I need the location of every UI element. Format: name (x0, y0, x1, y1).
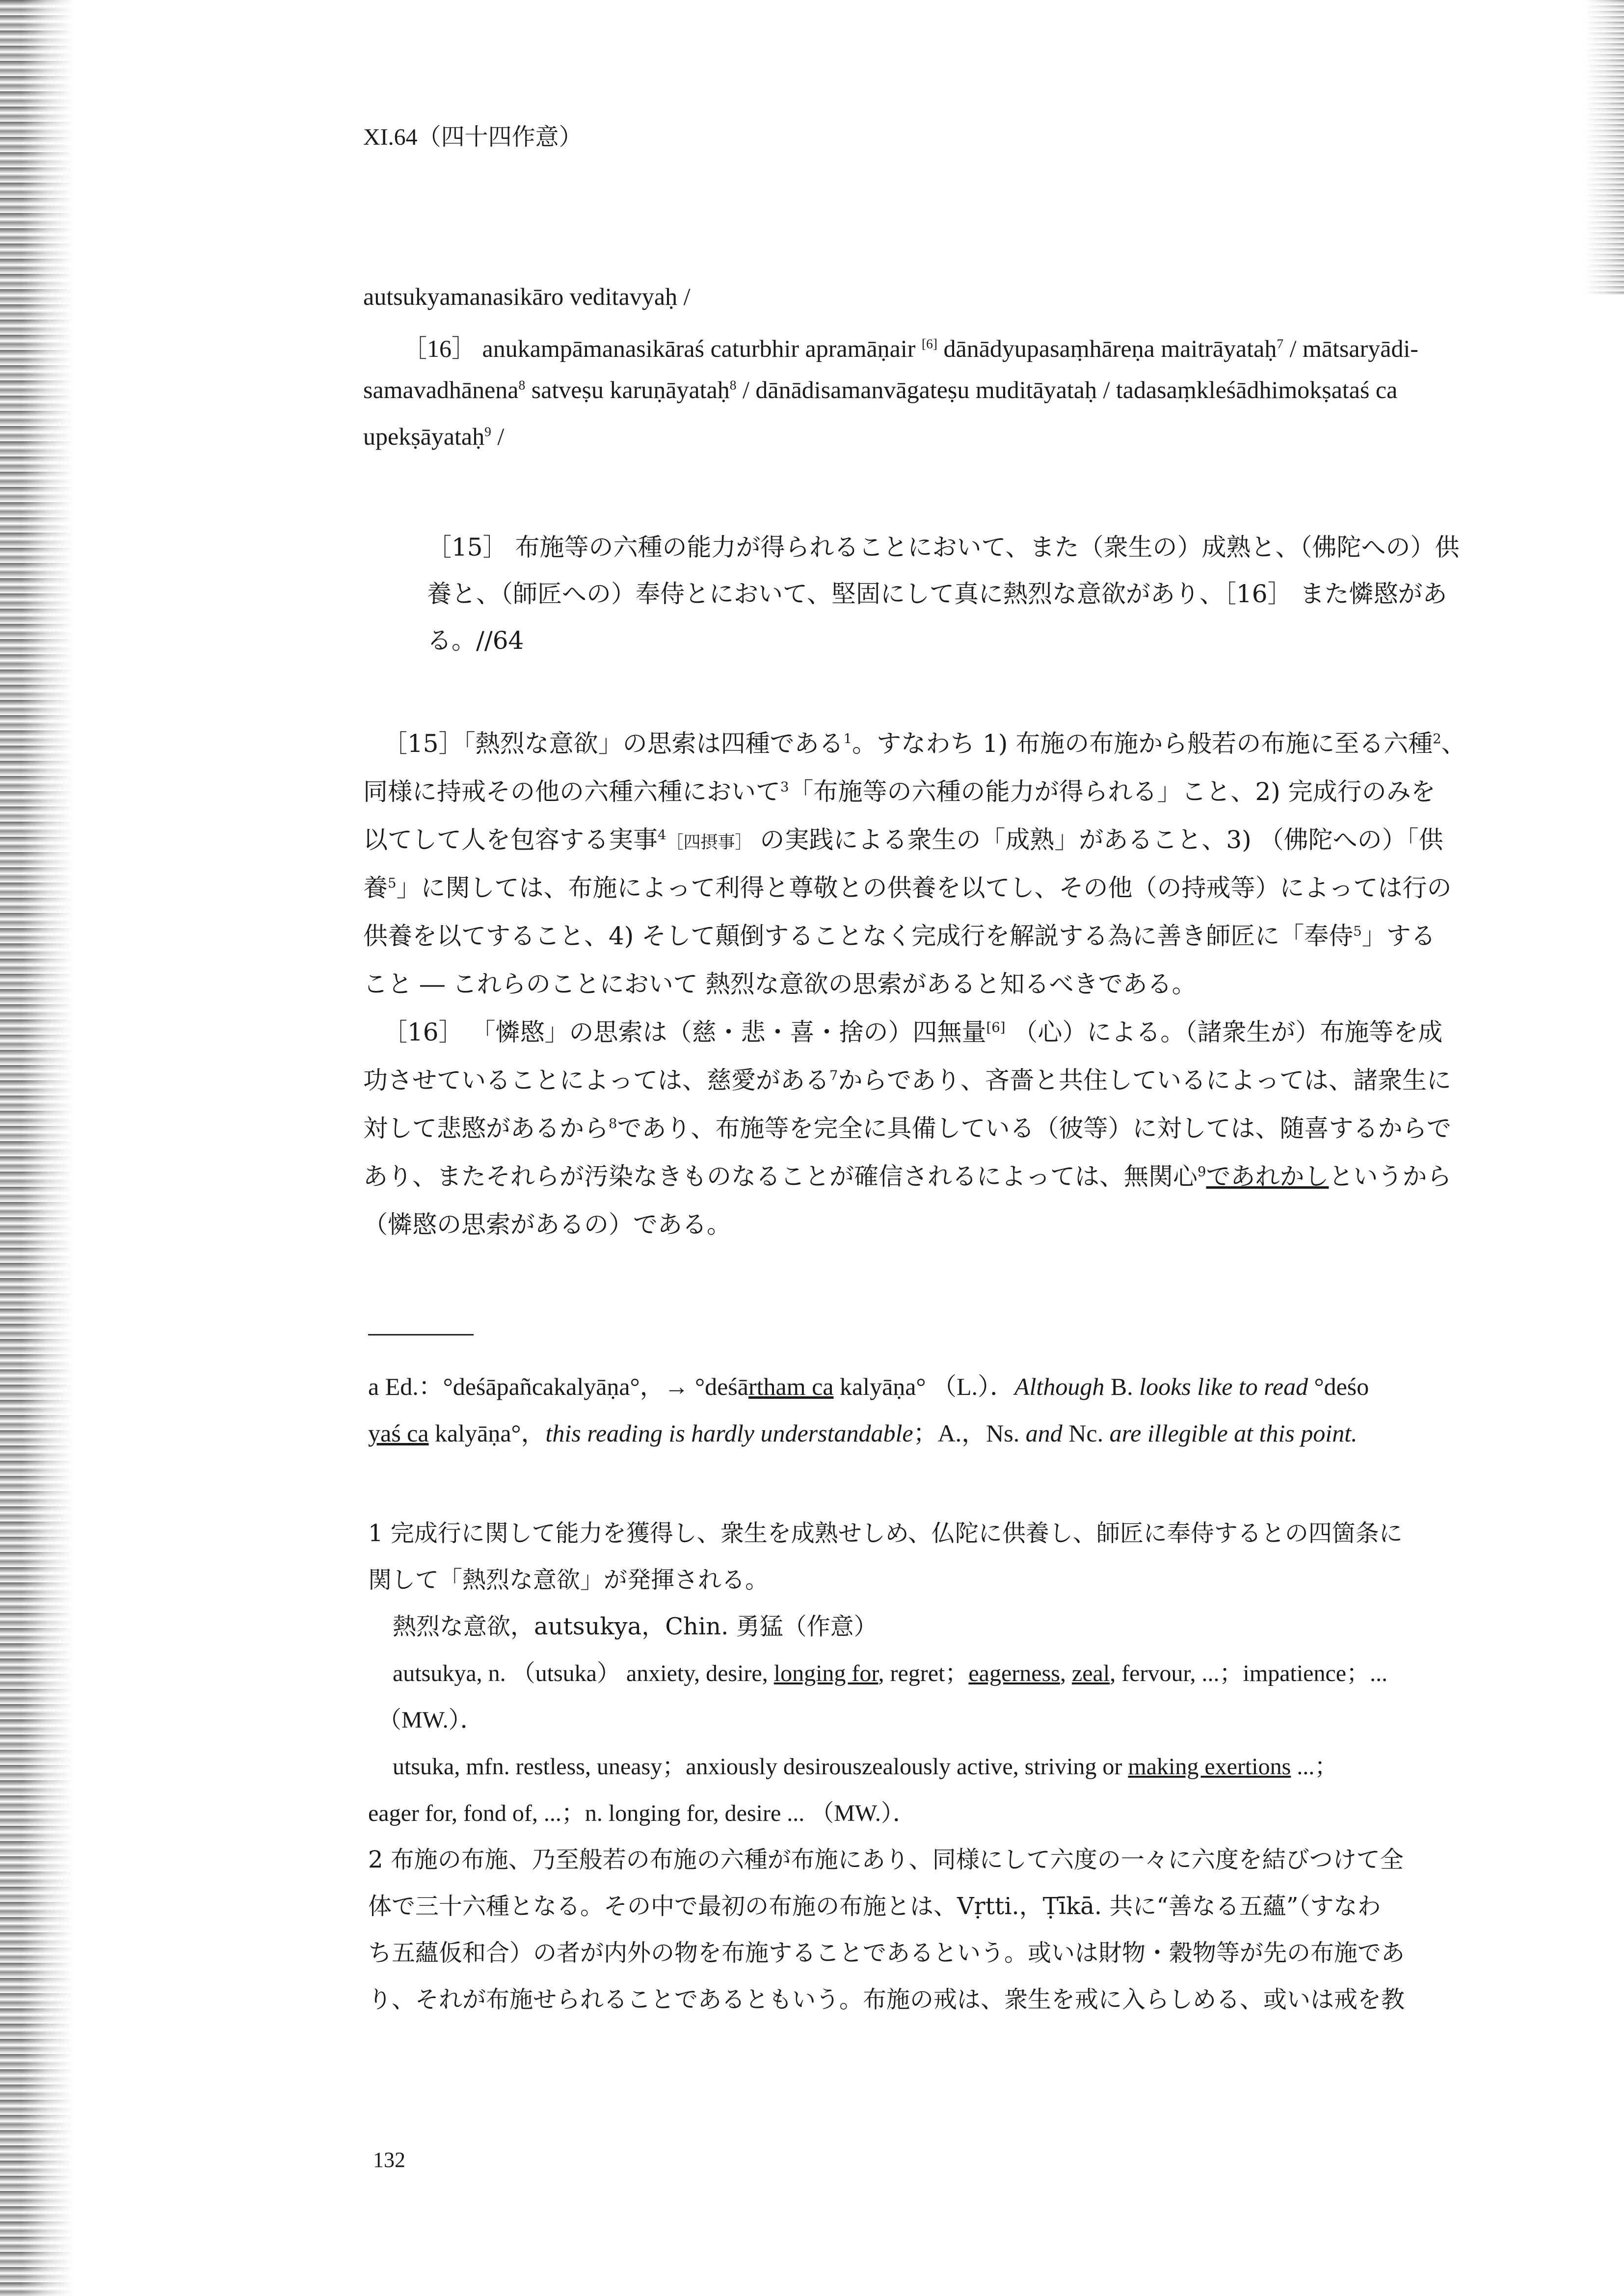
commentary-15-line-6: こと ― これらのことにおいて 熱烈な意欲の思索があると知るべきである。 (363, 970, 1197, 998)
footnote-ref: 8 (518, 377, 526, 393)
sanskrit-line-1: autsukyamanasikāro veditavyaḥ / (363, 283, 691, 310)
note-1-line-7: eager for, fond of, ...；n. longing for, desire ... （MW.）． (368, 1800, 916, 1826)
footnote-rule (368, 1334, 474, 1335)
note-1-line-1: 1 完成行に関して能力を獲得し、衆生を成熟せしめ、仏陀に供養し、師匠に奉侍するとの四箇条に (368, 1520, 1403, 1547)
commentary-16-line-2: 功させていることによっては、慈愛がある$^7$からであり、吝嗇と共住しているによっては、諸衆生に (363, 1066, 1451, 1095)
scan-edge-right (1585, 0, 1624, 294)
note-a-line-2: yaś ca kalyāṇa°，this reading is hardly understandable；A.，Ns. and Nc. are illegible at this point. (368, 1419, 1358, 1447)
note-1-line-6: utsuka, mfn. restless, uneasy；anxiously desirouszealously active, striving or making exertions ...； (393, 1754, 1338, 1780)
page-number: 132 (373, 2148, 405, 2172)
note-a-line-1: a Ed.：°deśāpañcakalyāṇa°，→ °deśārtham ca kalyāṇa° （L.）．Although B. looks like to read °deśo (368, 1373, 1369, 1400)
sanskrit-line-2: ［16］ anukampāmanasikāraś caturbhir apramāṇair [6] dānādyupasaṃhāreṇa maitrāyataḥ$^7$ / mātsaryādi- (402, 335, 1418, 362)
note-2-line-3: ち五蘊仮和合）の者が内外の物を布施することであるという。或いは財物・穀物等が先の布施であ (368, 1939, 1405, 1967)
commentary-16-line-5: （憐愍の思索があるの）である。 (363, 1210, 731, 1239)
commentary-15-line-5: 供養を以てすること、4) そして顛倒することなく完成行を解説する為に善き師匠に「奉侍$^5$」する (363, 922, 1436, 950)
commentary-16-line-1: ［16］ 「憐愍」の思索は（慈・悲・喜・捨の）四無量[6] （心）による。（諸衆生が）布施等を成 (383, 1018, 1443, 1046)
footnote-ref: 9 (484, 424, 491, 439)
verse-line-1: ［15］ 布施等の六種の能力が得られることにおいて、また（衆生の）成熟と、（佛陀への）供 (427, 533, 1460, 561)
scan-edge-left (0, 0, 74, 2296)
note-1-line-5: （MW.）． (378, 1707, 484, 1733)
commentary-16-line-3: 対して悲愍があるから$^8$であり、布施等を完全に具備している（彼等）に対しては、随喜するからで (363, 1114, 1451, 1143)
footnote-ref: 8 (729, 377, 737, 393)
commentary-16-line-4: あり、またそれらが汚染なきものなることが確信されるによっては、無関心$^9$であれかしというから (363, 1162, 1452, 1191)
footnote-ref: 7 (1277, 336, 1284, 351)
sanskrit-line-4: upekṣāyataḥ$^9$ / (363, 423, 505, 450)
note-1-line-2: 関して「熱烈な意欲」が発揮される。 (368, 1566, 769, 1594)
commentary-15-line-4: 養$^5$」に関しては、布施によって利得と尊敬との供養を以てし、その他（の持戒等）によっては行の (363, 874, 1452, 902)
note-2-line-2: 体で三十六種となる。その中で最初の布施の布施とは、Vṛtti.，Ṭīkā. 共に“善なる五蘊”（すなわ (368, 1893, 1381, 1920)
sanskrit-line-3: samavadhānena$^8$ satveṣu karuṇāyataḥ$^8$ / dānādisamanvāgateṣu muditāyataḥ / tadasaṃkleśādhimokṣataś ca (363, 376, 1398, 403)
verse-line-3: る。//64 (427, 626, 524, 655)
note-2-line-4: り、それが布施せられることであるともいう。布施の戒は、衆生を戒に入らしめる、或いは戒を教 (368, 1986, 1405, 2013)
footnote-ref: [6] (921, 336, 937, 351)
commentary-15-line-3: 以てして人を包容する実事$^4$［四摂事］ の実践による衆生の「成熟」があること、3) （佛陀への）「供 (363, 826, 1443, 854)
commentary-15-line-2: 同様に持戒その他の六種六種において$^3$「布施等の六種の能力が得られる」こと、2) 完成行のみを (363, 777, 1436, 806)
running-header: XI.64（四十四作意） (363, 124, 583, 150)
note-1-line-3: 熱烈な意欲，autsukya，Chin. 勇猛（作意） (393, 1613, 878, 1640)
note-1-line-4: autsukya, n. （utsuka） anxiety, desire, longing for, regret；eagerness, zeal, fervour, ...；impatience；... (393, 1660, 1388, 1686)
commentary-15-line-1: ［15］「熱烈な意欲」の思索は四種である$^1$。すなわち 1) 布施の布施から般若の布施に至る六種$^2$、 (383, 729, 1466, 758)
verse-line-2: 養と、（師匠への）奉侍とにおいて、堅固にして真に熱烈な意欲があり、［16］ また憐愍があ (427, 580, 1447, 608)
note-2-line-1: 2 布施の布施、乃至般若の布施の六種が布施にあり、同様にして六度の一々に六度を結びつけて全 (368, 1846, 1404, 1873)
